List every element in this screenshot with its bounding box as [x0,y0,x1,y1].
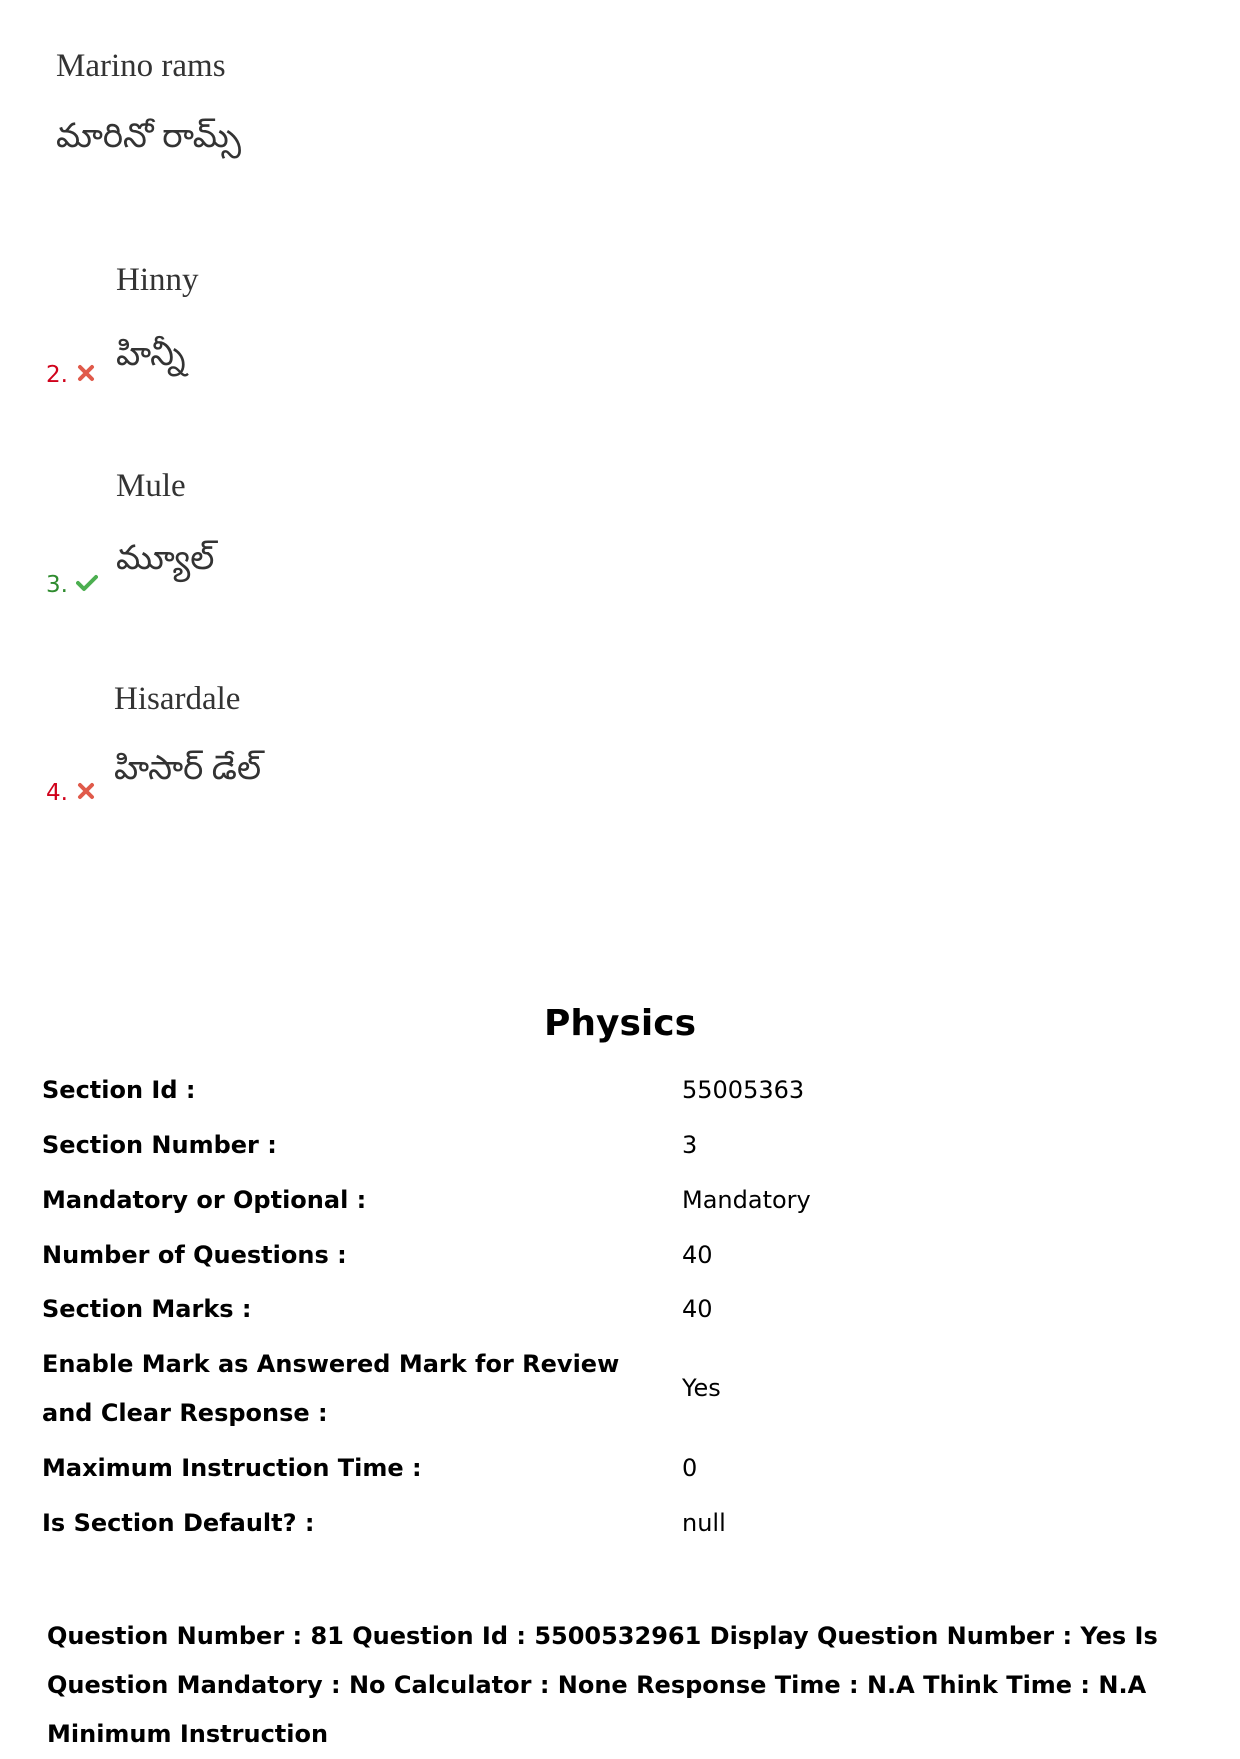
option-2-number: 2. [46,362,68,388]
option-2-english: Hinny [116,262,199,298]
option-1-english: Marino rams [56,48,226,84]
number-of-questions-value: 40 [682,1241,713,1269]
section-id-value: 55005363 [682,1076,805,1104]
is-section-default-value: null [682,1509,726,1537]
checkmark-icon [76,574,98,592]
option-1-telugu: మారినో రామ్స్ [56,118,241,155]
mandatory-optional-label: Mandatory or Optional : [42,1186,367,1214]
enable-mark-label: Enable Mark as Answered Mark for Review and Clear Response : [42,1350,620,1427]
max-instruction-time-value: 0 [682,1454,698,1482]
section-number-label: Section Number : [42,1131,277,1159]
number-of-questions-label: Number of Questions : [42,1241,347,1269]
enable-mark-value: Yes [682,1374,721,1402]
question-metadata: Question Number : 81 Question Id : 5500532961 Display Question Number : Yes Is Question Mandatory : No Calculator : None Response Time : N.A Think Time : N.A Minimum Instruction [47,1622,1158,1748]
cross-icon [77,782,95,800]
section-title: Physics [543,1003,696,1044]
option-4-telugu: హిసార్ డేల్ [114,750,262,787]
option-2-telugu: హిన్నీ [116,336,186,373]
section-id-label: Section Id : [42,1076,196,1104]
option-3-english: Mule [116,468,186,504]
section-marks-label: Section Marks : [42,1295,252,1323]
section-marks-value: 40 [682,1295,713,1323]
max-instruction-time-label: Maximum Instruction Time : [42,1454,422,1482]
option-3-number: 3. [46,572,68,598]
option-4-english: Hisardale [114,681,241,717]
mandatory-optional-value: Mandatory [682,1186,811,1214]
section-number-value: 3 [682,1131,698,1159]
is-section-default-label: Is Section Default? : [42,1509,315,1537]
option-4-number: 4. [46,780,68,806]
cross-icon [77,364,95,382]
option-3-telugu: మ్యూల్ [116,540,215,577]
